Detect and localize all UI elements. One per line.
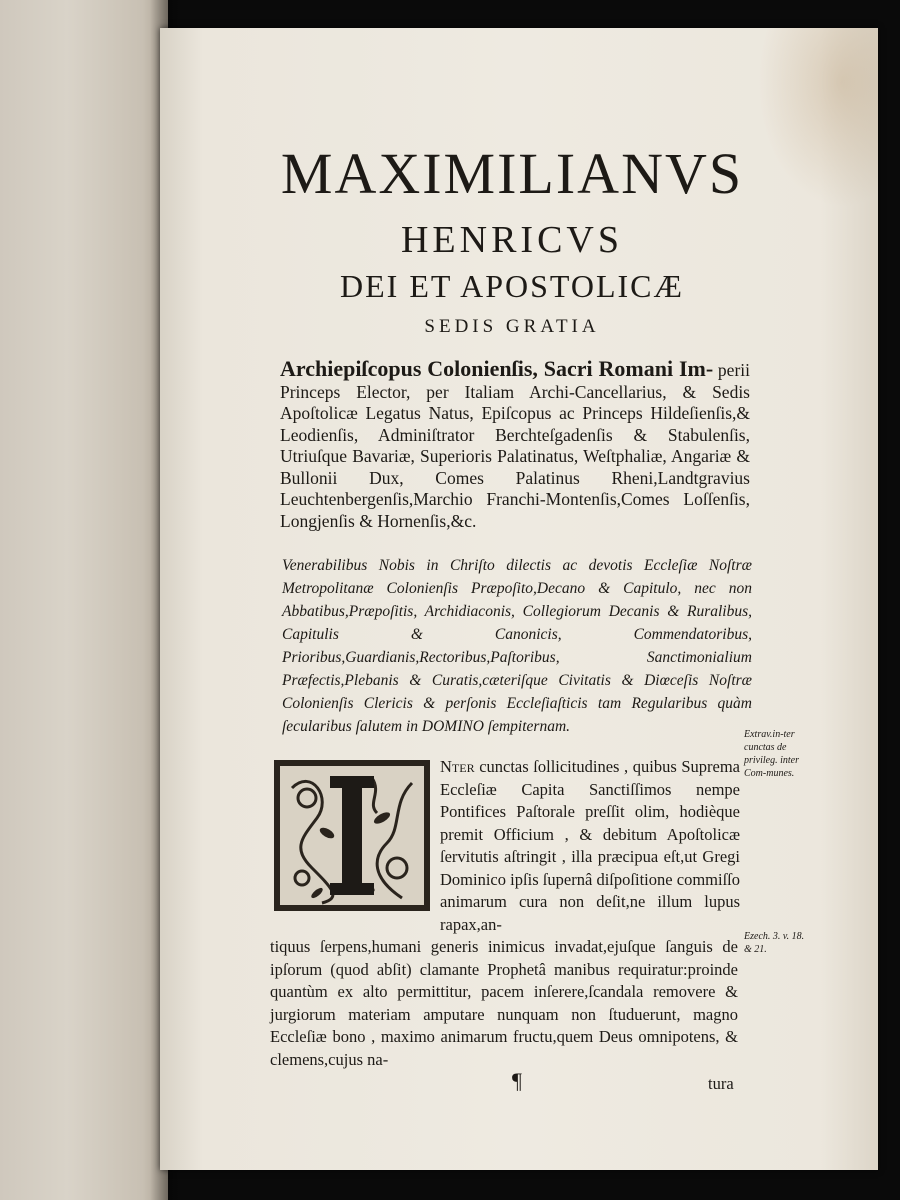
heading-line-3: DEI ET APOSTOLICÆ xyxy=(340,268,684,304)
book-page xyxy=(160,28,878,1170)
signature-mark: ¶ xyxy=(512,1068,522,1093)
decorated-initial-i-icon xyxy=(272,758,432,913)
titles-lead: Archiepiſcopus Colonienſis, Sacri Romani Im- xyxy=(280,356,714,381)
body-first-part: cunctas ſollicitudines , quibus Suprema Eccleſiæ Capita Sanctiſſimos nempe Pontifices Paſtorale preſſit olim, hodièque premit Officium , & debitum Apoſtolicæ ſervitutis aſtringit , illa præcipua eſt,ut Gregi Dominico ipſis ſupernâ diſpoſitione commiſſo animarum cura non deſit,ne illum lupus rapax,an- xyxy=(440,757,741,934)
titles-rest: perii Princeps Elector, per Italiam Archi-Cancellarius, & Sedis Apoſtolicæ Legatus Natus, Epiſcopus ac Princeps Hildeſienſis,& Leodienſis, Adminiſtrator Berchteſgadenſis & Stabulenſis, Utriuſque Bavariæ, Superioris Palatinatus, Weſtphaliæ, Angariæ & Bullonii Dux, Comes Palatinus Rheni,Landtgravius Leuchtenbergenſis,Marchio Franchi-Montenſis,Comes Loſſenſis, Longjenſis & Hornenſis,&c. xyxy=(280,360,750,531)
address-paragraph: Venerabilibus Nobis in Chriſto dilectis ac devotis Eccleſiæ Noſtræ Metropolitanæ Colonienſis Præpoſito,Decano & Capitulo, nec non Abbatibus,Præpoſitis, Archidiaconis, Collegiorum Decanis & Ruralibus, Capitulis & Canonicis, Commendatoribus, Prioribus,Guardianis,Rectoribus,Paſtoribus, Sanctimonialium Præfectis,Plebanis & Curatis,cæteriſque Civitatis & Diœceſis Noſtræ Colonienſis Clericis & perſonis Eccleſiaſticis tam Regularibus quàm ſecularibus ſalutem in DOMINO ſempiternam. xyxy=(282,557,752,735)
catchword: tura xyxy=(708,1074,734,1093)
foxing-stain xyxy=(758,28,878,208)
margin-note-2: Ezech. 3. v. 18. & 21. xyxy=(744,931,805,955)
body-first-word: Nter xyxy=(440,757,475,776)
heading-line-2: HENRICVS xyxy=(400,219,624,261)
previous-page-edge xyxy=(0,0,168,1200)
heading-line-1: MAXIMILIANVS xyxy=(280,141,744,206)
margin-note-1: Extrav.in-ter cunctas de privileg. inter Com-munes. xyxy=(744,729,799,779)
heading-line-4: SEDIS GRATIA xyxy=(424,316,600,337)
body-text-continued: tiquus ſerpens,humani generis inimicus invadat,ejuſque ſanguis de ipſorum (quod abſit) clamante Prophetâ manibus requiratur:proinde quantùm ex alto permittitur, pacem inſerere,ſcandala removere & jurgiorum materiam amputare nunquam non ſtuduerunt, magno Eccleſiæ bono , maximo animarum fructu,quem Deus omnipotens, & clemens,cujus na- xyxy=(270,937,738,1069)
body-text-opening xyxy=(440,756,740,936)
titles-paragraph xyxy=(280,358,750,532)
